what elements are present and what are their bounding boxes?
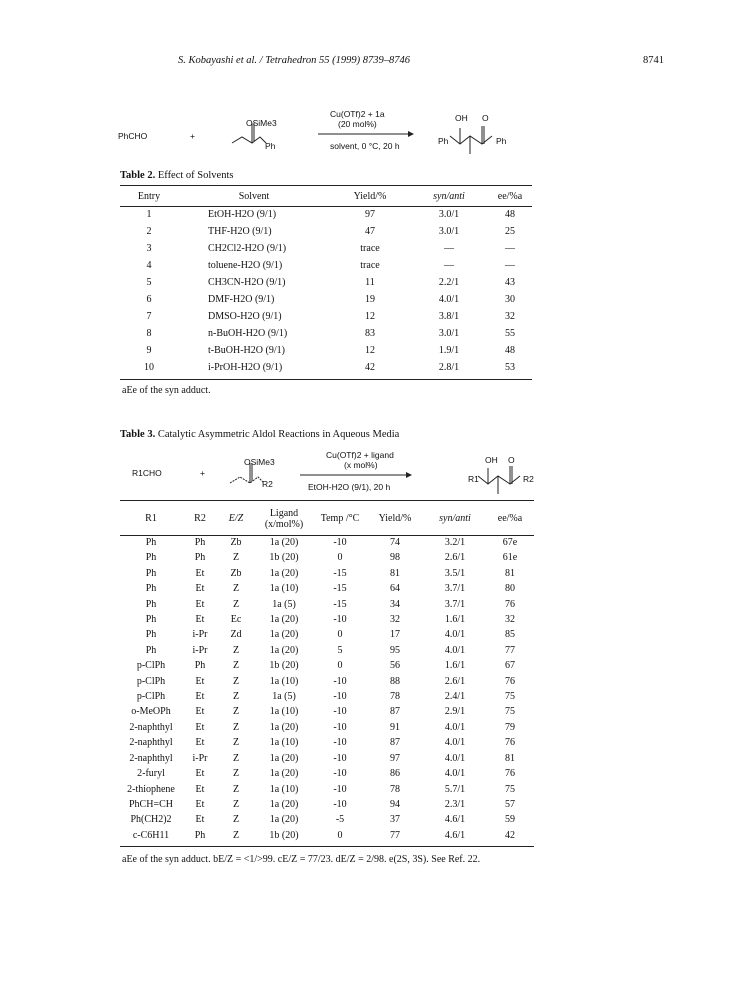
table3-cell: 87 [390,737,400,749]
table3-cell: 1a (5) [272,598,296,610]
table3-row [120,689,534,704]
table3-cell: 1a (20) [269,768,299,780]
table3-cell: c-C6H11 [132,829,170,841]
table2-footnote: aEe of the syn adduct. [122,385,211,396]
table3-cell: Z [232,706,240,718]
table2-cell: t-BuOH-H2O (9/1) [208,345,285,356]
table3-cell: 81 [505,752,515,764]
table3-cell: 4.6/1 [444,814,466,826]
table3-cell: Z [232,752,240,764]
table3-cell: Et [195,798,205,810]
table3-cell: Et [195,768,205,780]
table2-row [120,325,532,342]
table3-cell: 87 [390,706,400,718]
table3-header-row [120,502,534,535]
table3-cell: Z [232,814,240,826]
table3-cell: 1a (10) [269,706,299,718]
table2-cell: 3.0/1 [438,328,460,339]
table2-row [120,342,532,359]
table3-cell: 3.7/1 [444,598,466,610]
table2-cell: 25 [505,226,515,237]
table3-cell: -5 [335,814,345,826]
table3-cell: 2.4/1 [444,691,466,703]
table3-cell: PhCH=CH [129,798,173,810]
table3-row [120,674,534,689]
table3-cell: 59 [505,814,515,826]
condition-catalyst: Cu(OTf)2 + 1a [330,109,385,119]
table2-cell: 3.0/1 [438,209,460,220]
table3-cell: 1.6/1 [444,614,466,626]
table3-cell: 75 [505,691,515,703]
table3-cell: 4.6/1 [444,829,466,841]
table3-cell: Et [195,783,205,795]
table3-header-synanti: syn/anti [439,513,471,524]
table3-row [120,797,534,812]
table3-header-r1: R1 [145,513,157,524]
table3-cell: 1b (20) [269,829,299,841]
table3-cell: 1a (20) [269,629,299,641]
table2-cell: 48 [505,209,515,220]
table2-cell: 97 [365,209,375,220]
table3-cell: 1b (20) [269,660,299,672]
table3-cell: 5 [337,644,343,656]
table2-caption [120,170,233,181]
table3-cell: 32 [505,614,515,626]
table3-header-ligand: Ligand (x/mol%) [264,507,304,530]
silyl-label-2: OSiMe3 [244,457,275,467]
table2-cell: DMF-H2O (9/1) [208,294,275,305]
table3-cell: 77 [390,829,400,841]
condition-solvent: solvent, 0 °C, 20 h [330,141,400,151]
table2-title: Effect of Solvents [157,170,234,181]
table3-cell: Ph(CH2)2 [130,814,172,826]
table3-cell: Ph [194,829,206,841]
table3-cell: p-ClPh [136,691,166,703]
table2-cell: trace [360,243,380,254]
table3-cell: 56 [390,660,400,672]
table3-row [120,828,534,843]
table3-cell: 4.0/1 [444,644,466,656]
table3-cell: 1a (10) [269,783,299,795]
table2-cell: 83 [365,328,375,339]
table3-cell: 2-naphthyl [129,721,173,733]
table3-cell: 4.0/1 [444,768,466,780]
table3-cell: -10 [333,783,347,795]
table3 [120,502,534,843]
table2-cell: DMSO-H2O (9/1) [208,311,282,322]
table3-cell: Ph [194,537,206,548]
table2-row [120,206,532,223]
table3-cell: Z [232,737,240,749]
product-ph-right: Ph [496,136,507,146]
table3-row [120,812,534,827]
table3-cell: 75 [505,783,515,795]
table3-cell: 77 [505,644,515,656]
aldol-product-structure [446,120,502,162]
table3-cell: 76 [505,737,515,749]
table3-cell: Z [232,829,240,841]
table3-cell: 98 [390,552,400,564]
table3-cell: 67 [505,660,515,672]
table3-cell: -10 [333,752,347,764]
table2-row [120,274,532,291]
table3-cell: Et [195,583,205,595]
table3-cell: Z [232,552,240,564]
table3-cell: -10 [333,721,347,733]
table3-cell: 2.6/1 [444,675,466,687]
condition-catalyst-2: Cu(OTf)2 + ligand [326,450,394,460]
table3-cell: 0 [337,660,343,672]
table2-cell: 47 [365,226,375,237]
table2-cell: 12 [365,311,375,322]
table2-cell: 48 [505,345,515,356]
table2-cell: 5 [146,277,152,288]
table3-cell: 1a (20) [269,721,299,733]
table2-cell: 12 [365,345,375,356]
table3-cell: Z [232,691,240,703]
table3-cell: Et [195,721,205,733]
table3-cell: -10 [333,691,347,703]
product-r1: R1 [468,474,479,484]
table3-cell: Z [232,660,240,672]
table2-row [120,257,532,274]
table3-cell: 1a (20) [269,798,299,810]
table3-cell: Z [232,768,240,780]
table2-label: Table 2. [120,170,156,181]
table2-cell: CH2Cl2-H2O (9/1) [208,243,287,254]
table2-cell: EtOH-H2O (9/1) [208,209,277,220]
table2-cell: CH3CN-H2O (9/1) [208,277,286,288]
table3-header-temp: Temp /°C [320,513,360,524]
table3-cell: Et [195,691,205,703]
table2-cell: n-BuOH-H2O (9/1) [208,328,288,339]
table2-header-yield: Yield/% [353,191,387,202]
product-oh: OH [455,113,468,123]
table3-title: Catalytic Asymmetric Aldol Reactions in Aqueous Media [157,429,400,440]
table3-cell: 1a (20) [269,567,299,579]
product-o-2: O [508,455,515,465]
table3-cell: 1a (20) [269,814,299,826]
table2-cell: 4.0/1 [438,294,460,305]
table3-cell: Ph [145,583,157,595]
product-o: O [482,113,489,123]
product-r2: R2 [523,474,534,484]
table2-cell: 19 [365,294,375,305]
table3-cell: Zb [230,537,242,548]
table2-row [120,308,532,325]
table3-cell: 78 [390,783,400,795]
plus-sign: + [190,131,195,141]
table3-cell: 37 [390,814,400,826]
page-number: 8741 [643,55,664,66]
table2-cell: — [444,260,454,271]
table3-cell: Zb [230,567,242,579]
aldol-product-structure-2 [474,460,530,502]
table3-cell: Ph [194,552,206,564]
table3-cell: 2.3/1 [444,798,466,810]
table3-row [120,581,534,596]
table2-row [120,223,532,240]
table2-row [120,291,532,308]
table2-cell: — [444,243,454,254]
table2-header-ee: ee/%a [497,191,523,202]
table3-row [120,612,534,627]
table3-row [120,566,534,581]
table3-cell: Z [232,644,240,656]
table3-cell: i-Pr [192,644,208,656]
plus-sign-2: + [200,468,205,478]
table3-cell: 5.7/1 [444,783,466,795]
product-ph-left: Ph [438,136,449,146]
table3-cell: 42 [505,829,515,841]
table3-cell: 1a (20) [269,644,299,656]
phenyl-label: Ph [265,141,276,151]
table3-cell: 2.9/1 [444,706,466,718]
enol-ether-structure-2 [228,453,272,491]
table3-cell: Ph [145,614,157,626]
table3-cell: 76 [505,598,515,610]
table3-cell: Z [232,598,240,610]
table3-caption [120,429,399,440]
table3-row [120,766,534,781]
table3-row [120,550,534,565]
table3-row [120,627,534,642]
table2-cell: — [505,243,515,254]
table2-cell: 43 [505,277,515,288]
table3-top-rule [120,500,534,501]
table3-cell: -15 [333,598,347,610]
table2-bottom-rule [120,379,532,380]
table3-cell: Ph [145,567,157,579]
table2-cell: toluene-H2O (9/1) [208,260,283,271]
table2-cell: 2 [146,226,152,237]
table3-cell: Et [195,706,205,718]
table3-cell: 67e [502,537,518,548]
table2-row [120,359,532,376]
table3-header-r2: R2 [194,513,206,524]
table3-cell: 2-furyl [137,768,165,780]
table3-bottom-rule [120,846,534,847]
table3-cell: 61e [502,552,518,564]
table3-row [120,597,534,612]
table3-cell: -10 [333,798,347,810]
table3-header-ee: ee/%a [497,513,523,524]
table2-cell: 4 [146,260,152,271]
table2-cell: 11 [365,277,375,288]
table3-cell: Et [195,814,205,826]
table3-cell: 1a (5) [272,691,296,703]
table3-cell: Z [232,798,240,810]
table3-cell: 2.6/1 [444,552,466,564]
table3-cell: -15 [333,567,347,579]
table3-cell: Ec [230,614,242,626]
table3-row [120,751,534,766]
table3-cell: 76 [505,768,515,780]
table3-cell: 97 [390,752,400,764]
table3-cell: Ph [145,629,157,641]
table2-top-rule [120,185,532,186]
table3-cell: o-MeOPh [131,706,171,718]
table3-cell: 2-naphthyl [129,737,173,749]
table3-cell: -10 [333,675,347,687]
table3-cell: -10 [333,537,347,548]
table3-row [120,735,534,750]
table3-cell: Ph [145,552,157,564]
table3-cell: Ph [145,644,157,656]
condition-loading: (20 mol%) [338,119,377,129]
table2-cell: THF-H2O (9/1) [208,226,272,237]
table2-cell: 3.0/1 [438,226,460,237]
table3-cell: i-Pr [192,752,208,764]
table2-cell: trace [360,260,380,271]
table3-cell: 3.2/1 [444,537,466,548]
table3-cell: 0 [337,629,343,641]
table3-row [120,704,534,719]
running-title: S. Kobayashi et al. / Tetrahedron 55 (1999) 8739–8746 [178,55,410,66]
table3-cell: Z [232,721,240,733]
table2-cell: 55 [505,328,515,339]
table3-cell: 57 [505,798,515,810]
table3-cell: Ph [194,660,206,672]
table3-row [120,720,534,735]
table3-header-ez: E/Z [228,513,244,524]
table2-header-solvent: Solvent [238,191,270,202]
table2-cell: — [505,260,515,271]
condition-loading-2: (x mol%) [344,460,378,470]
table3-cell: Ph [145,537,157,548]
table3-cell: Et [195,675,205,687]
table3-header-yield: Yield/% [378,513,412,524]
table3-cell: 34 [390,598,400,610]
table3-cell: Ph [145,598,157,610]
table3-row [120,643,534,658]
enol-ether-structure [230,113,280,153]
table2-cell: 9 [146,345,152,356]
table3-row [120,535,534,550]
table2-cell: 3.8/1 [438,311,460,322]
table3-cell: 86 [390,768,400,780]
table3-cell: 95 [390,644,400,656]
table3-cell: Et [195,614,205,626]
table3-cell: 32 [390,614,400,626]
table3-footnote: aEe of the syn adduct. bE/Z = <1/>99. cE/Z = 77/23. dE/Z = 2/98. e(2S, 3S). See Ref. 22. [122,854,481,865]
table3-cell: 1a (20) [269,752,299,764]
table2-cell: 42 [365,362,375,373]
table3-cell: 4.0/1 [444,737,466,749]
table2-header-row [120,187,532,206]
table2-row [120,240,532,257]
table3-cell: 88 [390,675,400,687]
reaction-arrow-2 [300,471,412,479]
table3-cell: 0 [337,829,343,841]
table2-cell: i-PrOH-H2O (9/1) [208,362,283,373]
table3-cell: 1b (20) [269,552,299,564]
table2-cell: 2.8/1 [438,362,460,373]
table3-cell: 91 [390,721,400,733]
table3-cell: 4.0/1 [444,752,466,764]
table2-header-synanti: syn/anti [433,191,465,202]
table3-cell: 64 [390,583,400,595]
table3-cell: 17 [390,629,400,641]
table3-cell: 81 [390,567,400,579]
table2-cell: 30 [505,294,515,305]
table3-cell: 85 [505,629,515,641]
reaction-arrow [318,130,414,138]
table2-cell: 1 [146,209,152,220]
table2-cell: 3 [146,243,152,254]
reactant-aldehyde: PhCHO [118,131,148,141]
product-oh-2: OH [485,455,498,465]
table3-cell: 1a (20) [269,614,299,626]
table2 [120,187,532,376]
table2-cell: 10 [144,362,154,373]
table3-cell: 76 [505,675,515,687]
table3-cell: 1a (10) [269,737,299,749]
table3-cell: 3.5/1 [444,567,466,579]
table2-cell: 7 [146,311,152,322]
table3-cell: 1a (10) [269,675,299,687]
table3-cell: 78 [390,691,400,703]
table3-cell: 2-naphthyl [129,752,173,764]
table2-cell: 32 [505,311,515,322]
table3-cell: 3.7/1 [444,583,466,595]
table3-cell: 1a (20) [269,537,299,548]
reactant-aldehyde-r1: R1CHO [132,468,162,478]
silyl-label: OSiMe3 [246,118,277,128]
table3-cell: p-ClPh [136,675,166,687]
table3-cell: -10 [333,706,347,718]
table3-cell: 1a (10) [269,583,299,595]
table2-header-entry: Entry [137,191,161,202]
table3-cell: 81 [505,567,515,579]
table3-cell: Z [232,783,240,795]
table3-label: Table 3. [120,429,156,440]
table3-cell: Z [232,583,240,595]
table3-cell: Zd [230,629,242,641]
table3-cell: p-ClPh [136,660,166,672]
table3-row [120,658,534,673]
table3-cell: 80 [505,583,515,595]
table3-cell: Et [195,567,205,579]
table2-cell: 8 [146,328,152,339]
table3-cell: Et [195,598,205,610]
table3-cell: -10 [333,614,347,626]
table3-cell: 0 [337,552,343,564]
table3-cell: -10 [333,737,347,749]
table3-cell: 4.0/1 [444,629,466,641]
table3-cell: i-Pr [192,629,208,641]
table3-cell: -15 [333,583,347,595]
table3-cell: 74 [390,537,400,548]
table3-cell: 79 [505,721,515,733]
table3-cell: 4.0/1 [444,721,466,733]
table3-cell: -10 [333,768,347,780]
table3-cell: 75 [505,706,515,718]
table3-cell: 2-thiophene [127,783,175,795]
table3-row [120,782,534,797]
table3-cell: Z [232,675,240,687]
r2-label: R2 [262,479,273,489]
table3-cell: Et [195,737,205,749]
table2-cell: 53 [505,362,515,373]
table3-cell: 94 [390,798,400,810]
table2-cell: 1.9/1 [438,345,460,356]
condition-solvent-2: EtOH-H2O (9/1), 20 h [308,482,391,492]
table2-cell: 2.2/1 [438,277,460,288]
table2-cell: 6 [146,294,152,305]
table3-cell: 1.6/1 [444,660,466,672]
